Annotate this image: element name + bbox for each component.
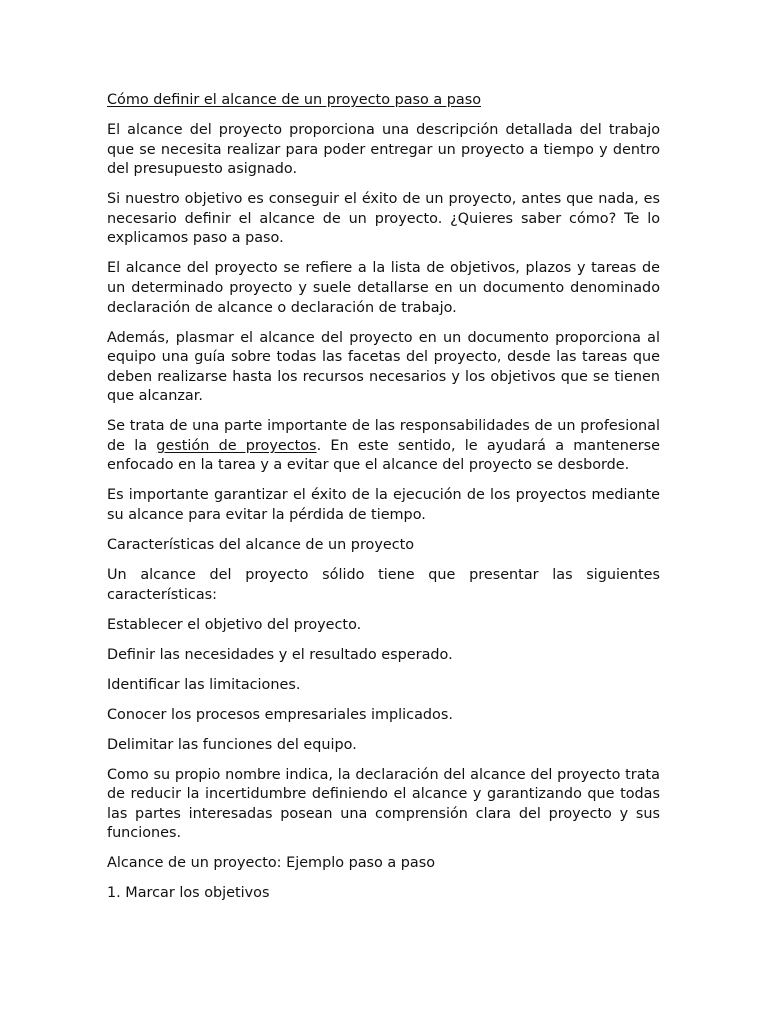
paragraph-uncertainty: Como su propio nombre indica, la declaración del alcance del proyecto trata de reducir la incertidumbre definiendo el alcance y garantizando que todas las partes interesadas posean una comprensión clara del proyecto y sus funciones. [107, 766, 660, 842]
list-item: Delimitar las funciones del equipo. [107, 736, 357, 753]
document-title: Cómo definir el alcance de un proyecto paso a paso [107, 92, 482, 108]
paragraph-text-after-link: . En este sentido, le ayudará a mantenerse enfocado en la tarea y a evitar que el alcance del proyecto se desborde. [107, 437, 660, 474]
paragraph-importance: Es importante garantizar el éxito de la ejecución de los proyectos mediante su alcance para evitar la pérdida de tiempo. [107, 487, 660, 524]
section-heading-characteristics: Características del alcance de un proyecto [107, 537, 415, 554]
section-heading-example: Alcance de un proyecto: Ejemplo paso a paso [107, 855, 436, 872]
list-item: Conocer los procesos empresariales implicados. [107, 706, 453, 723]
paragraph-document-guide: Además, plasmar el alcance del proyecto en un documento proporciona al equipo una guía sobre todas las facetas del proyecto, desde las tareas que deben realizarse hasta los recursos necesarios y los objetivos que se tienen que alcanzar. [107, 329, 660, 405]
paragraph-scope-list: El alcance del proyecto se refiere a la lista de objetivos, plazos y tareas de un determinado proyecto y suele detallarse en un documento denominado declaración de alcance o declaración de trabajo. [107, 260, 660, 316]
list-item: Definir las necesidades y el resultado esperado. [107, 646, 453, 663]
list-item: Establecer el objetivo del proyecto. [107, 616, 362, 633]
paragraph-responsibilities [107, 417, 660, 476]
paragraph-definition: El alcance del proyecto proporciona una descripción detallada del trabajo que se necesita realizar para poder entregar un proyecto a tiempo y dentro del presupuesto asignado. [107, 121, 660, 178]
list-item: Identificar las limitaciones. [107, 676, 301, 693]
paragraph-text-before-link: Se trata de una parte importante de las responsabilidades de un profesional de la [107, 418, 660, 454]
paragraph-characteristics-intro: Un alcance del proyecto sólido tiene que presentar las siguientes características: [107, 567, 660, 603]
project-management-link[interactable]: gestión de proyectos [156, 437, 317, 454]
document-page [107, 91, 660, 914]
paragraph-objective: Si nuestro objetivo es conseguir el éxito de un proyecto, antes que nada, es necesario definir el alcance de un proyecto. ¿Quieres saber cómo? Te lo explicamos paso a paso. [107, 191, 660, 247]
step-heading: 1. Marcar los objetivos [107, 885, 270, 902]
